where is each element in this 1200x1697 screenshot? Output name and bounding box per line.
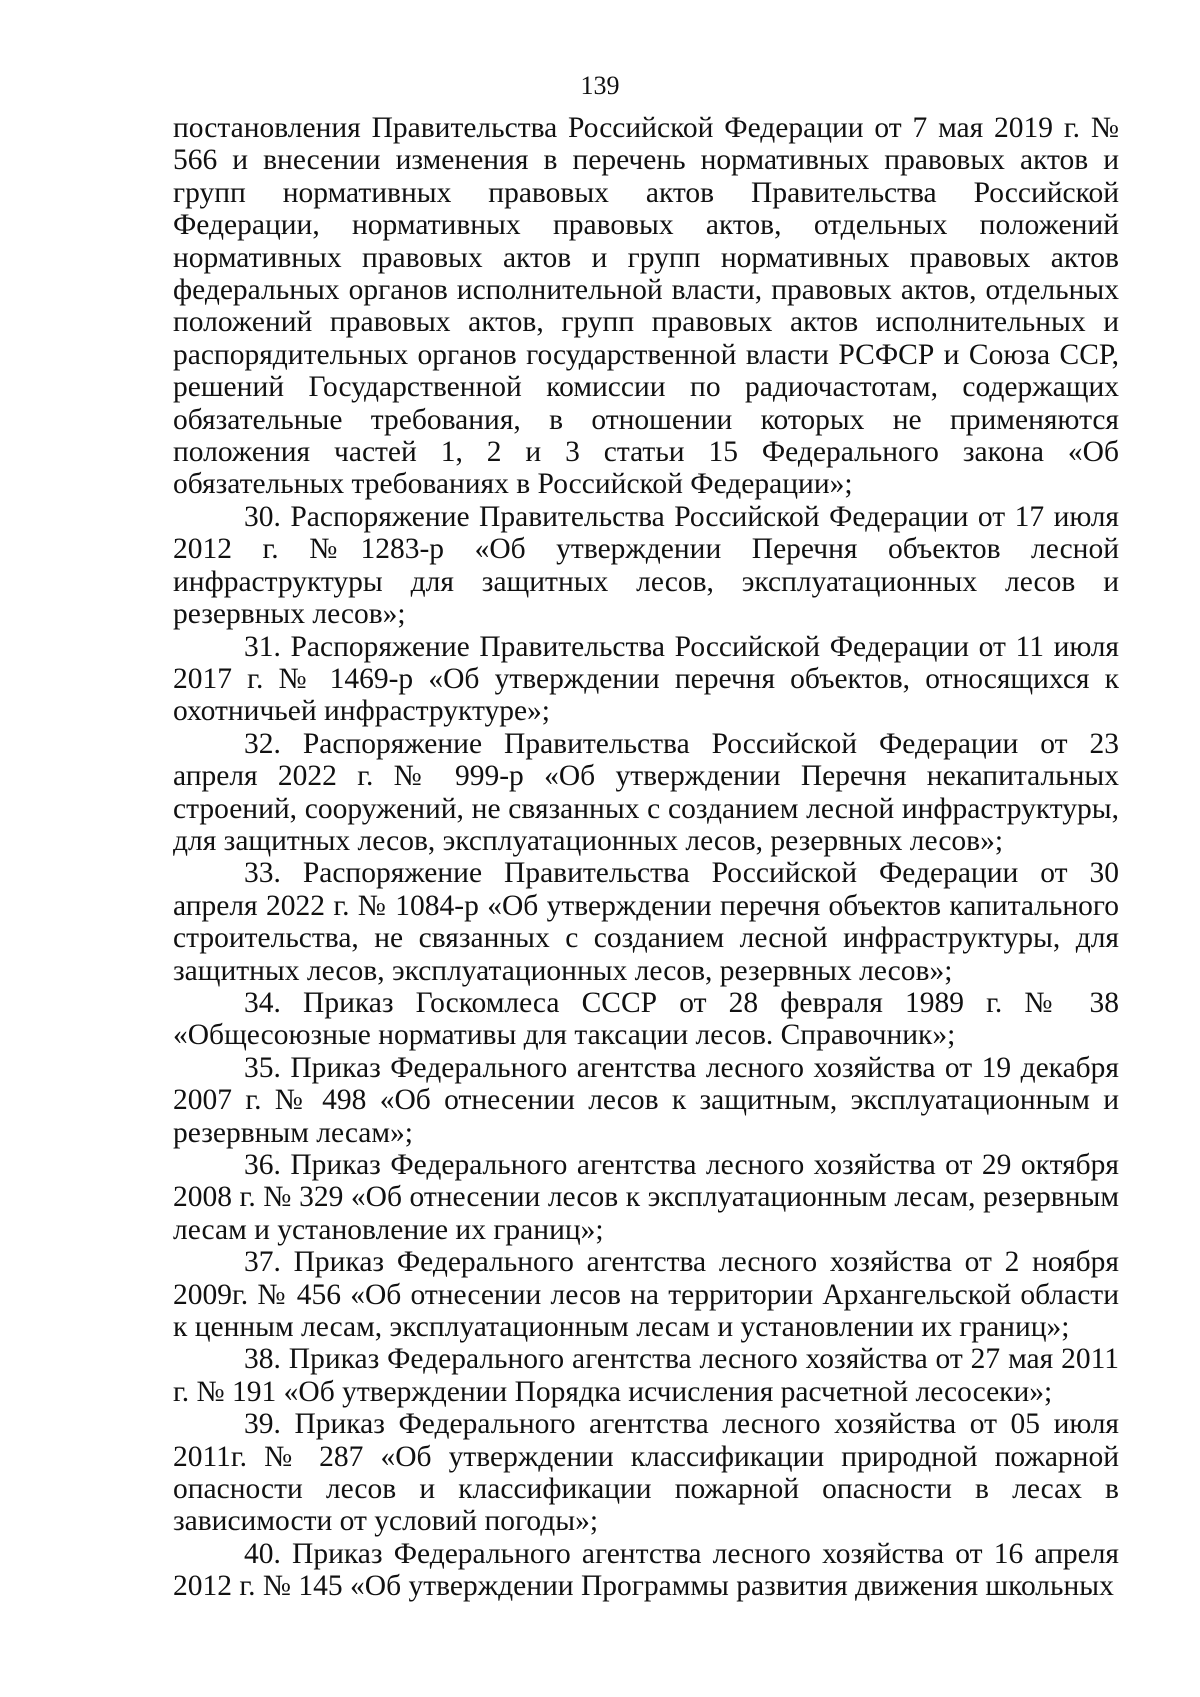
list-item: 38. Приказ Федерального агентства лесного хозяйства от 27 мая 2011 г. № 191 «Об утверждении Порядка исчисления расчетной лесосеки»; [173, 1343, 1119, 1408]
list-item: 32. Распоряжение Правительства Российской Федерации от 23 апреля 2022 г. № 999-р «Об утверждении Перечня некапитальных строений, сооружений, не связанных с созданием лесной инфраструктуры, для защитных лесов, эксплуатационных лесов, резервных лесов»; [173, 727, 1119, 857]
list-item: 34. Приказ Госкомлеса СССР от 28 февраля 1989 г. № 38 «Общесоюзные нормативы для таксации лесов. Справочник»; [173, 986, 1119, 1052]
list-item: 37. Приказ Федерального агентства лесного хозяйства от 2 ноября 2009г. № 456 «Об отнесении лесов на территории Архангельской области к ценным лесам, эксплуатационным лесам и установлении их границ»; [173, 1246, 1119, 1344]
list-item: 31. Распоряжение Правительства Российской Федерации от 11 июля 2017 г. № 1469-р «Об утверждении перечня объектов, относящихся к охотничьей инфраструктуре»; [173, 630, 1119, 728]
document-body [173, 112, 1119, 1603]
continuation-paragraph: постановления Правительства Российской Федерации от 7 мая 2019 г. № 566 и внесении изменения в перечень нормативных правовых актов и групп нормативных правовых актов Правительства Российской Федерации, нормативных правовых актов, отдельных положений нормативных правовых актов и групп нормативных правовых актов федеральных органов исполнительной власти, правовых актов, отдельных положений правовых актов, групп правовых актов исполнительных и распорядительных органов государственной власти РСФСР и Союза ССР, решений Государственной комиссии по радиочастотам, содержащих обязательные требования, в отношении которых не применяются положения частей 1, 2 и 3 статьи 15 Федерального закона «Об обязательных требованиях в Российской Федерации»; [173, 112, 1119, 501]
list-item: 35. Приказ Федерального агентства лесного хозяйства от 19 декабря 2007 г. № 498 «Об отнесении лесов к защитным, эксплуатационным и резервным лесам»; [173, 1051, 1119, 1149]
list-item: 39. Приказ Федерального агентства лесного хозяйства от 05 июля 2011г. № 287 «Об утверждении классификации природной пожарной опасности лесов и классификации пожарной опасности в лесах в зависимости от условий погоды»; [173, 1408, 1119, 1538]
page-number: 139 [580, 71, 620, 100]
list-item: 33. Распоряжение Правительства Российской Федерации от 30 апреля 2022 г. № 1084-р «Об утверждении перечня объектов капитального строительства, не связанных с созданием лесной инфраструктуры, для защитных лесов, эксплуатационных лесов, резервных лесов»; [173, 857, 1119, 987]
list-item: 30. Распоряжение Правительства Российской Федерации от 17 июля 2012 г. №1283-р «Об утверждении Перечня объектов лесной инфраструктуры для защитных лесов, эксплуатационных лесов и резервных лесов»; [173, 500, 1119, 631]
list-item: 40. Приказ Федерального агентства лесного хозяйства от 16 апреля 2012 г. № 145 «Об утверждении Программы развития движения школьных [173, 1537, 1119, 1603]
list-item: 36. Приказ Федерального агентства лесного хозяйства от 29 октября 2008 г. № 329 «Об отнесении лесов к эксплуатационным лесам, резервным лесам и установление их границ»; [173, 1149, 1119, 1246]
